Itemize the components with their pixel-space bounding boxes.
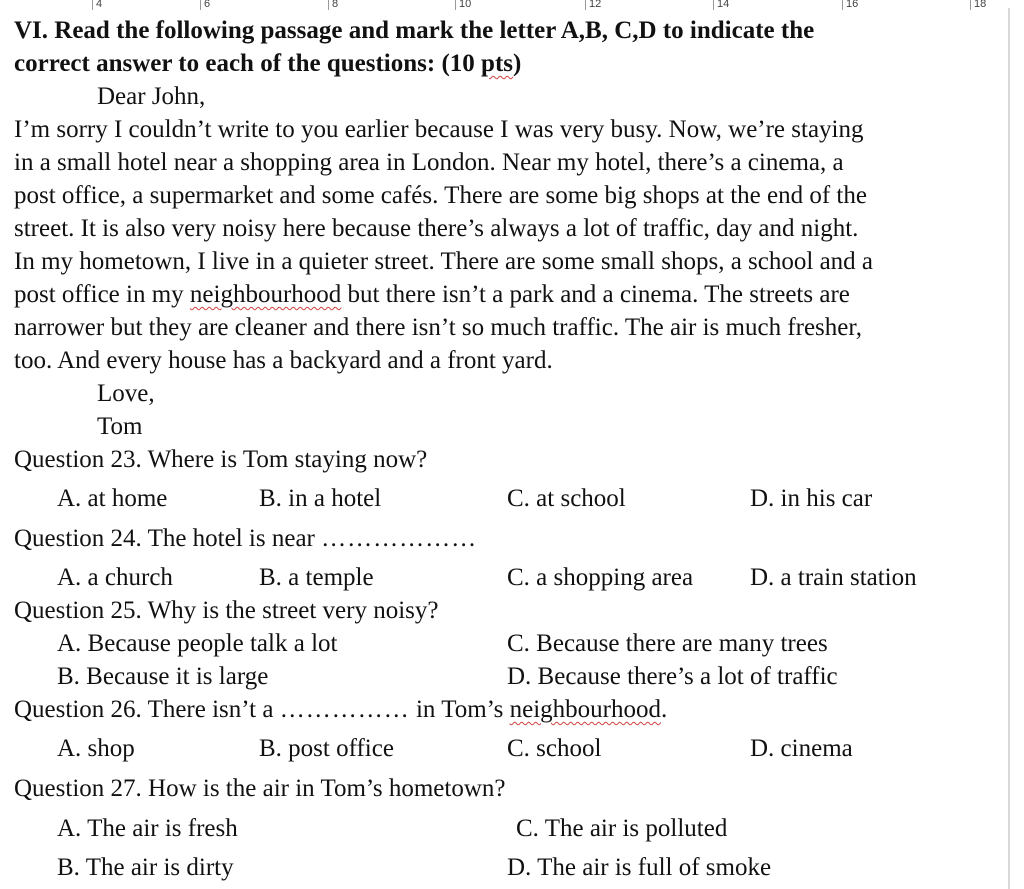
q26-option-c: C. school [507,735,602,762]
q27-option-d: D. The air is full of smoke [507,854,772,881]
answer-blank: ……………… [321,525,478,552]
ruler-tick [200,0,201,10]
ruler-tick [970,0,971,10]
q23-option-b: B. in a hotel [259,485,382,512]
q26-option-a: A. shop [57,735,135,762]
passage-line: In my hometown, I live in a quieter street. There are some small shops, a school and a [14,248,874,275]
ruler [0,0,1024,14]
q25-option-b: B. Because it is large [57,663,269,690]
ruler-tick [328,0,329,10]
passage-line: in a small hotel near a shopping area in London. Near my hotel, there’s a cinema, a [14,149,844,176]
ruler-mark: 8 [332,0,339,10]
ruler-mark: 4 [96,0,103,10]
q24-option-d: D. a train station [750,564,917,591]
q26-option-b: B. post office [259,735,394,762]
question-27: Question 27. How is the air in Tom’s hometown? [14,775,506,802]
q25-option-a: A. Because people talk a lot [57,630,338,657]
q24-option-a: A. a church [57,564,173,591]
q26-option-d: D. cinema [750,735,853,762]
section-heading: VI. Read the following passage and mark the letter A,B, C,D to indicate the [14,17,815,44]
q25-option-c: C. Because there are many trees [507,630,828,657]
ruler-mark: 16 [846,0,859,10]
passage-line: street. It is also very noisy here because there’s always a lot of traffic, day and night. [14,215,859,242]
letter-salutation: Dear John, [97,83,206,110]
q25-option-d: D. Because there’s a lot of traffic [507,663,838,690]
ruler-mark: 10 [459,0,472,10]
passage-line: narrower but they are cleaner and there isn’t so much traffic. The air is much fresher, [14,314,862,341]
question-23: Question 23. Where is Tom staying now? [14,446,428,473]
ruler-tick [585,0,586,10]
q27-option-b: B. The air is dirty [57,854,234,881]
section-heading-line2: correct answer to each of the questions: (10 pts) [14,50,522,77]
ruler-mark: 18 [974,0,987,10]
ruler-tick [455,0,456,10]
passage-line: too. And every house has a backyard and a front yard. [14,347,553,374]
question-25: Question 25. Why is the street very noisy? [14,597,439,624]
page-edge [1008,8,1010,889]
letter-closing: Love, [97,380,155,407]
q23-option-c: C. at school [507,485,626,512]
passage-line: I’m sorry I couldn’t write to you earlier because I was very busy. Now, we’re staying [14,116,864,143]
q27-option-c: C. The air is polluted [516,815,728,842]
ruler-mark: 14 [717,0,730,10]
ruler-mark: 6 [204,0,211,10]
question-24: Question 24. The hotel is near ……………… [14,525,478,552]
ruler-tick [92,0,93,10]
spellcheck-word: pts [481,50,514,77]
q24-option-b: B. a temple [259,564,374,591]
q27-option-a: A. The air is fresh [57,815,238,842]
question-26: Question 26. There isn’t a …………… in Tom’s neighbourhood. [14,696,668,723]
passage-line: post office, a supermarket and some cafés. There are some big shops at the end of the [14,182,867,209]
letter-signature: Tom [97,413,143,440]
ruler-tick [842,0,843,10]
spellcheck-word: neighbourhood [509,696,661,723]
spellcheck-word: neighbourhood [189,281,342,308]
ruler-tick [713,0,714,10]
answer-blank: …………… [279,696,410,723]
passage-line: post office in my neighbourhood but there isn’t a park and a cinema. The streets are [14,281,850,308]
q24-option-c: C. a shopping area [507,564,694,591]
q23-option-d: D. in his car [750,485,873,512]
ruler-mark: 12 [589,0,602,10]
q23-option-a: A. at home [57,485,168,512]
